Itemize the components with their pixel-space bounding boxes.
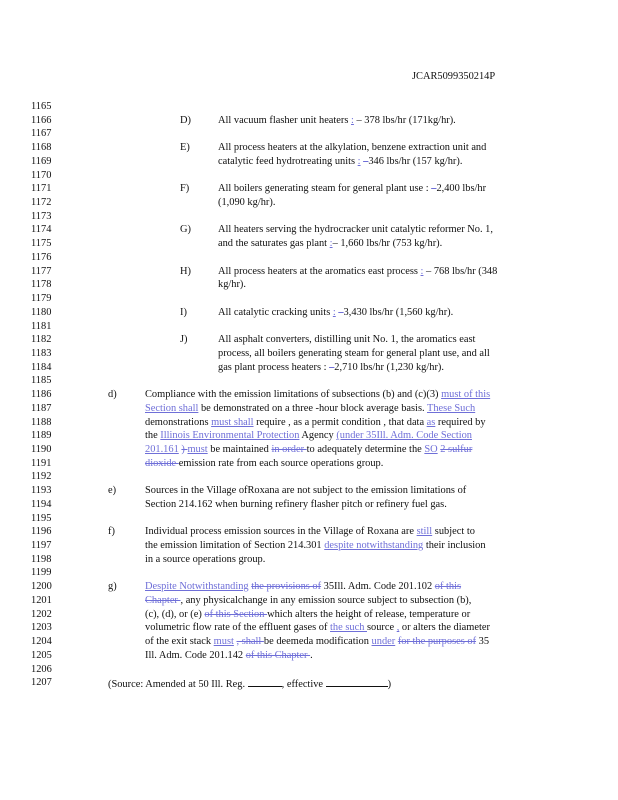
inserted-text: must shall xyxy=(211,416,254,428)
document-line xyxy=(0,554,618,568)
text-run: gas plant process heaters : xyxy=(218,361,330,373)
line-text xyxy=(145,417,486,428)
text-run: Section 214.162 when burning refinery flasher pitch or refinery fuel gas. xyxy=(145,498,447,510)
inserted-text: Despite Notwithstanding xyxy=(145,581,249,593)
inserted-text: (under 35Ill. Adm. Code Section xyxy=(336,430,472,442)
line-number: 1173 xyxy=(31,210,52,222)
document-line xyxy=(0,197,618,211)
line-number: 1187 xyxy=(31,402,52,414)
line-text xyxy=(145,430,472,441)
line-number: 1196 xyxy=(31,526,52,538)
line-number: 1170 xyxy=(31,169,52,181)
line-text xyxy=(145,540,486,551)
document-header: JCAR5099350214P xyxy=(412,71,496,82)
item-label: E) xyxy=(180,142,190,154)
item-label: G) xyxy=(180,224,191,236)
line-number: 1195 xyxy=(31,512,52,524)
text-run: . xyxy=(310,649,313,661)
text-run: be demonstrated on a three -hour block average basis. xyxy=(198,402,427,414)
inserted-text: as xyxy=(426,416,436,428)
text-run: , effective xyxy=(281,679,326,691)
line-number: 1169 xyxy=(31,155,52,167)
line-number: 1198 xyxy=(31,553,52,565)
line-number: 1205 xyxy=(31,649,52,661)
text-run: Ill. Adm. Code 201.142 xyxy=(145,649,246,661)
document-line xyxy=(0,321,618,335)
line-text xyxy=(145,609,470,620)
line-number: 1203 xyxy=(31,622,52,634)
inserted-text: under xyxy=(371,636,396,648)
document-line xyxy=(0,485,618,499)
item-label: F) xyxy=(180,183,190,195)
line-number: 1176 xyxy=(31,251,52,263)
deleted-text: ) xyxy=(181,444,188,455)
line-number: 1179 xyxy=(31,293,52,305)
line-number: 1185 xyxy=(31,375,52,387)
document-line xyxy=(0,609,618,623)
deleted-text: – xyxy=(338,306,344,318)
line-number: 1167 xyxy=(31,128,52,140)
line-text xyxy=(145,403,475,414)
text-run: Compliance with the emission limitations of subsections (b) and (c)(3) xyxy=(145,389,442,401)
document-line xyxy=(0,293,618,307)
item-label: H) xyxy=(180,265,191,277)
document-line xyxy=(0,375,618,389)
text-run: source xyxy=(366,622,397,634)
line-number: 1204 xyxy=(31,636,52,648)
document-line xyxy=(0,348,618,362)
inserted-text: Illinois Environmental Protection xyxy=(160,430,300,442)
document-line xyxy=(0,266,618,280)
document-line xyxy=(0,595,618,609)
text-run: their inclusion xyxy=(423,540,486,552)
text-run: All boilers generating steam for general plant use : xyxy=(218,183,432,195)
line-number: 1177 xyxy=(31,265,52,277)
line-number: 1174 xyxy=(31,224,52,236)
document-line xyxy=(0,362,618,376)
line-number: 1168 xyxy=(31,142,52,154)
document-line xyxy=(0,279,618,293)
line-text xyxy=(145,622,490,633)
document-line xyxy=(0,567,618,581)
text-run: to adequately determine the xyxy=(306,444,425,455)
inserted-text: : xyxy=(420,265,424,277)
line-text xyxy=(218,115,456,126)
text-run: in a source operations group. xyxy=(145,553,266,565)
deleted-text: – xyxy=(329,361,335,373)
text-run: subject to xyxy=(432,526,475,538)
inserted-text: still xyxy=(416,526,433,538)
item-label: I) xyxy=(180,306,187,318)
document-line xyxy=(0,115,618,129)
blank-field xyxy=(326,677,388,687)
line-number: 1192 xyxy=(31,471,52,483)
line-number: 1189 xyxy=(31,430,52,442)
text-run: All process heaters at the aromatics east process xyxy=(218,265,421,277)
deleted-text: dioxide xyxy=(145,457,179,469)
text-run: demonstrations xyxy=(145,416,212,428)
line-text xyxy=(218,279,246,290)
document-line xyxy=(0,499,618,513)
text-run: 35Ill. Adm. Code 201.102 xyxy=(321,581,435,593)
inserted-text: : xyxy=(357,155,361,167)
inserted-text: the such xyxy=(330,622,367,634)
text-run: kg/hr). xyxy=(218,279,246,291)
text-run: of the exit stack xyxy=(145,636,214,648)
document-line xyxy=(0,471,618,485)
text-run: which alters the height of release, temperature or xyxy=(267,608,471,620)
inserted-text: : xyxy=(351,114,354,126)
line-text xyxy=(145,485,466,496)
deleted-text: of this Section xyxy=(204,608,268,620)
line-text xyxy=(218,197,275,208)
line-number: 1172 xyxy=(31,197,52,209)
line-number: 1186 xyxy=(31,389,52,401)
text-run: Individual process emission sources in the Village of Roxana are xyxy=(145,526,417,538)
deleted-text: Chapter xyxy=(145,594,181,606)
line-number: 1201 xyxy=(31,594,52,606)
document-line xyxy=(0,183,618,197)
text-run: All vacuum flasher unit heaters xyxy=(218,114,352,126)
document-line xyxy=(0,650,618,664)
line-text xyxy=(218,307,453,318)
document-line xyxy=(0,101,618,115)
document-line xyxy=(0,334,618,348)
line-number: 1182 xyxy=(31,334,52,346)
line-number: 1206 xyxy=(31,663,52,675)
line-number: 1184 xyxy=(31,361,52,373)
text-run: 3,430 lbs/hr (1,560 kg/hr). xyxy=(343,306,454,318)
line-number: 1202 xyxy=(31,608,52,620)
line-text xyxy=(145,444,472,455)
document-line xyxy=(0,238,618,252)
text-run: All process heaters at the alkylation, benzene extraction unit and xyxy=(218,142,487,154)
inserted-text: despite notwithstanding xyxy=(324,540,424,552)
line-number: 1181 xyxy=(31,320,52,332)
document-line xyxy=(0,252,618,266)
source-note xyxy=(108,677,391,690)
deleted-text: of this xyxy=(434,581,462,593)
deleted-text: , shall xyxy=(236,636,264,648)
document-line xyxy=(0,581,618,595)
line-text xyxy=(145,499,447,510)
line-text xyxy=(218,156,462,167)
line-text xyxy=(218,238,442,249)
text-run: 2,400 lbs/hr xyxy=(436,183,487,195)
document-line xyxy=(0,211,618,225)
line-number: 1188 xyxy=(31,416,52,428)
item-label: J) xyxy=(180,334,188,346)
document-line xyxy=(0,142,618,156)
item-label: e) xyxy=(108,485,117,497)
line-text xyxy=(145,650,313,661)
line-number: 1197 xyxy=(31,540,52,552)
text-run: All heaters serving the hydrocracker unit catalytic reformer No. 1, xyxy=(218,224,493,236)
inserted-text: must xyxy=(187,444,208,455)
text-run: All asphalt converters, distilling unit No. 1, the aromatics east xyxy=(218,334,476,346)
document-line xyxy=(0,307,618,321)
text-run: Sources in the Village ofRoxana are not subject to the emission limitations of xyxy=(145,485,467,497)
text-run: (Source: Amended at 50 Ill. Reg. xyxy=(108,679,248,691)
line-number: 1190 xyxy=(31,444,52,455)
text-run: the emission limitation of Section 214.301 xyxy=(145,540,325,552)
line-number: 1191 xyxy=(31,457,52,469)
inserted-text: must xyxy=(213,636,234,648)
item-label: f) xyxy=(108,526,115,538)
text-run: Agency xyxy=(299,430,337,442)
inserted-text: These Such xyxy=(427,402,476,414)
document-line xyxy=(0,430,618,444)
line-number: 1178 xyxy=(31,279,52,291)
text-run: – 378 lbs/hr (171kg/hr). xyxy=(353,114,456,126)
text-run: required by xyxy=(435,416,486,428)
document-line xyxy=(0,128,618,142)
text-run: be deemeda modification xyxy=(263,636,372,648)
text-run: – 1,660 lbs/hr (753 kg/hr). xyxy=(332,238,443,250)
inserted-text: must of this xyxy=(441,389,491,401)
document-line xyxy=(0,403,618,417)
inserted-text: SO xyxy=(424,444,438,455)
text-run: emission rate from each source operations group. xyxy=(178,457,384,469)
line-text xyxy=(145,595,471,606)
text-run: , any physicalchange in any emission source subject to subsection (b), xyxy=(180,594,472,606)
document-line xyxy=(0,540,618,554)
document-line xyxy=(0,677,618,691)
line-text xyxy=(145,581,461,592)
text-run: 346 lbs/hr (157 kg/hr). xyxy=(368,155,463,167)
document-line xyxy=(0,444,618,458)
text-run: and the saturates gas plant xyxy=(218,238,330,250)
document-line xyxy=(0,636,618,650)
deleted-text: of this Chapter xyxy=(245,649,311,661)
inserted-text: , xyxy=(396,622,400,634)
text-run: 2,710 lbs/hr (1,230 kg/hr). xyxy=(334,361,444,373)
text-run: volumetric flow rate of the effluent gases of xyxy=(145,622,331,634)
text-run: – 768 lbs/hr (348 xyxy=(423,265,498,277)
line-number: 1175 xyxy=(31,238,52,250)
line-text xyxy=(218,334,475,345)
deleted-text: for the purposes of xyxy=(397,636,477,648)
line-text xyxy=(218,348,490,359)
inserted-text: : xyxy=(332,306,336,318)
line-number: 1199 xyxy=(31,567,52,579)
text-run: process, all boilers generating steam for general plant use, and all xyxy=(218,347,490,359)
item-label: d) xyxy=(108,389,117,401)
deleted-text: in order xyxy=(271,444,307,455)
item-label: g) xyxy=(108,581,117,593)
deleted-text: 2 sulfur xyxy=(440,444,473,455)
document-line xyxy=(0,458,618,472)
line-number: 1200 xyxy=(31,581,52,593)
line-text xyxy=(145,554,265,565)
text-run: All catalytic cracking units xyxy=(218,306,333,318)
line-text xyxy=(145,389,490,400)
text-run: or alters the diameter xyxy=(399,622,490,634)
line-number: 1165 xyxy=(31,101,52,112)
text-run: ) xyxy=(387,679,392,691)
line-text xyxy=(218,362,444,373)
document-line xyxy=(0,224,618,238)
inserted-text: : xyxy=(329,238,333,250)
blank-field xyxy=(248,677,282,687)
text-run: be maintained xyxy=(207,444,272,455)
line-text xyxy=(218,266,497,277)
text-run: require , as a permit condition , that data xyxy=(253,416,427,428)
document-line xyxy=(0,389,618,403)
text-run: (1,090 kg/hr). xyxy=(218,197,276,209)
line-number: 1193 xyxy=(31,485,52,497)
line-text xyxy=(145,458,383,469)
document-line xyxy=(0,156,618,170)
line-number: 1194 xyxy=(31,498,52,510)
document-line xyxy=(0,513,618,527)
line-number: 1183 xyxy=(31,347,52,359)
inserted-text: Section shall xyxy=(145,402,199,414)
line-text xyxy=(145,636,489,647)
line-number: 1166 xyxy=(31,114,52,126)
document-line xyxy=(0,622,618,636)
deleted-text: – xyxy=(363,155,369,167)
text-run: (c), (d), or (e) xyxy=(145,608,205,620)
text-run: the xyxy=(145,430,161,442)
text-run: 35 xyxy=(476,636,490,648)
deleted-text: the provisions of xyxy=(251,581,322,593)
text-run: catalytic feed hydrotreating units xyxy=(218,155,358,167)
document-line xyxy=(0,664,618,678)
line-text xyxy=(218,224,493,235)
document-line xyxy=(0,417,618,431)
line-number: 1180 xyxy=(31,306,52,318)
line-text xyxy=(218,142,486,153)
inserted-text: 201.161 xyxy=(145,444,179,455)
line-number: 1171 xyxy=(31,183,52,195)
deleted-text: – xyxy=(431,183,437,195)
line-text xyxy=(145,526,475,537)
line-text xyxy=(218,183,486,194)
document-line xyxy=(0,526,618,540)
document-line xyxy=(0,170,618,184)
line-number: 1207 xyxy=(31,677,52,689)
item-label: D) xyxy=(180,114,191,126)
